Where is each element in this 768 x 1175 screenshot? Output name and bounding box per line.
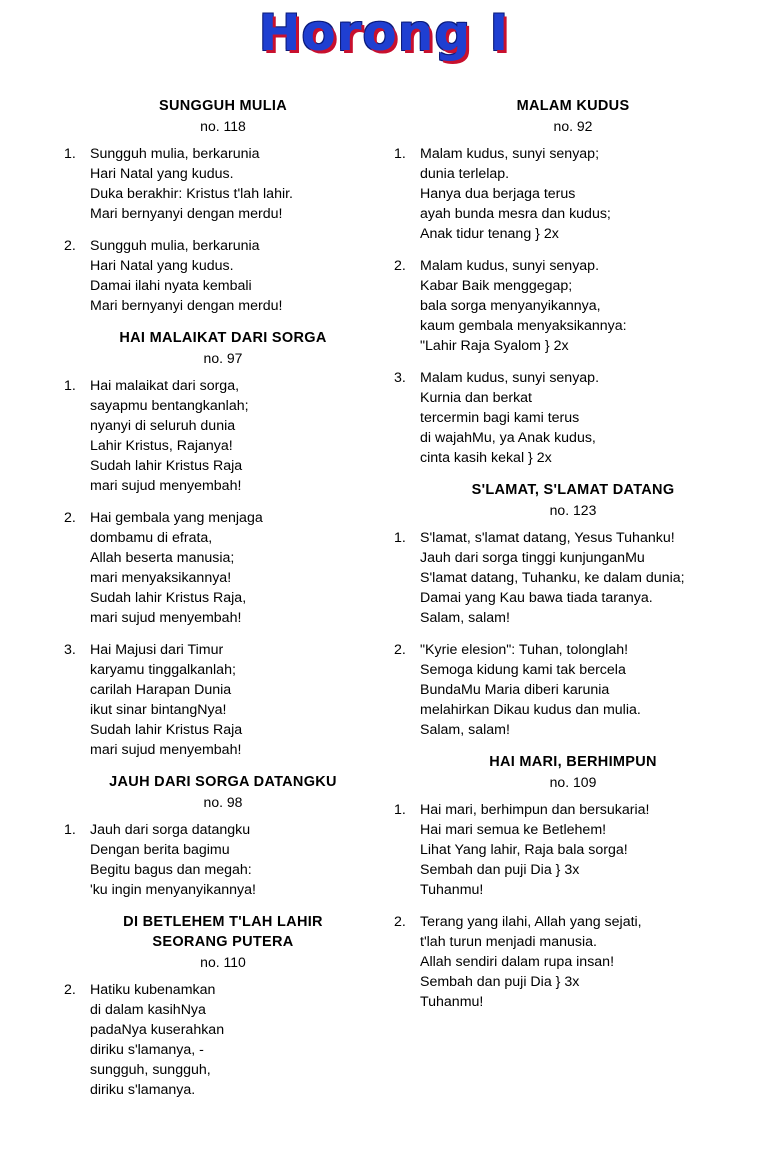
- verse: [388, 528, 758, 628]
- verse-lines: [420, 912, 642, 1012]
- lyric-line: Hari Natal yang kudus.: [90, 258, 234, 274]
- right-column: [388, 96, 758, 1024]
- song-number: no. 109: [549, 774, 597, 790]
- lyric-line: BundaMu Maria diberi karunia: [420, 682, 610, 698]
- song-number: no. 110: [200, 954, 246, 970]
- lyric-line: cinta kasih kekal } 2x: [420, 450, 552, 466]
- lyric-line: Jauh dari sorga datangku: [90, 822, 251, 838]
- verse-number: 2.: [394, 914, 406, 930]
- verse-lines: [90, 236, 282, 316]
- verse-number: 2.: [394, 642, 406, 658]
- verse-lines: [90, 820, 256, 900]
- lyric-line: Hatiku kubenamkan: [90, 982, 216, 998]
- lyric-line: Hai mari semua ke Betlehem!: [420, 822, 607, 838]
- lyric-line: mari sujud menyembah!: [90, 478, 242, 494]
- lyric-line: nyanyi di seluruh dunia: [90, 418, 236, 434]
- verse: [388, 368, 758, 468]
- verse: [58, 820, 388, 900]
- lyric-line: t'lah turun menjadi manusia.: [420, 934, 597, 950]
- lyric-line: Salam, salam!: [420, 610, 510, 626]
- lyric-line: Dengan berita bagimu: [90, 842, 230, 858]
- song-number: no. 97: [203, 350, 243, 366]
- lyric-line: ayah bunda mesra dan kudus;: [420, 206, 611, 222]
- lyric-line: di wajahMu, ya Anak kudus,: [420, 430, 596, 446]
- lyric-line: padaNya kuserahkan: [90, 1022, 225, 1038]
- verse-lines: [90, 144, 293, 224]
- verse-number: 1.: [64, 822, 76, 838]
- verse-number: 2.: [64, 982, 76, 998]
- song: [58, 328, 388, 760]
- lyric-line: Sudah lahir Kristus Raja: [90, 458, 243, 474]
- lyric-line: Malam kudus, sunyi senyap;: [420, 146, 600, 162]
- lyric-line: diriku s'lamanya.: [90, 1082, 196, 1098]
- lyric-line: Mari bernyanyi dengan merdu!: [90, 298, 283, 314]
- lyric-line: ikut sinar bintangNya!: [90, 702, 227, 718]
- verse-lines: [420, 800, 649, 900]
- lyric-line: Kabar Baik menggegap;: [420, 278, 573, 294]
- verse-number: 2.: [64, 238, 76, 254]
- verse-number: 1.: [64, 378, 76, 394]
- lyric-line: S'lamat datang, Tuhanku, ke dalam dunia;: [420, 570, 685, 586]
- lyric-line: Mari bernyanyi dengan merdu!: [90, 206, 283, 222]
- lyric-line: Sungguh mulia, berkarunia: [90, 146, 260, 162]
- lyric-line: Sudah lahir Kristus Raja,: [90, 590, 247, 606]
- verse: [388, 256, 758, 356]
- lyric-line: 'ku ingin menyanyikannya!: [90, 882, 256, 898]
- lyric-line: Tuhanmu!: [420, 994, 484, 1010]
- verse-lines: [90, 640, 242, 760]
- song-number: no. 118: [200, 118, 246, 134]
- song: [388, 480, 758, 740]
- verse-number: 1.: [64, 146, 76, 162]
- page-title: Horong I: [258, 4, 510, 62]
- verse-number: 2.: [64, 510, 76, 526]
- lyric-line: carilah Harapan Dunia: [90, 682, 232, 698]
- lyric-line: Begitu bagus dan megah:: [90, 862, 252, 878]
- song: [58, 772, 388, 900]
- song-number: no. 92: [553, 118, 593, 134]
- song-number: no. 98: [203, 794, 243, 810]
- lyric-line: Kurnia dan berkat: [420, 390, 532, 406]
- lyric-line: Malam kudus, sunyi senyap.: [420, 370, 600, 386]
- lyric-line: Malam kudus, sunyi senyap.: [420, 258, 600, 274]
- lyric-line: Jauh dari sorga tinggi kunjunganMu: [420, 550, 645, 566]
- lyric-line: Salam, salam!: [420, 722, 510, 738]
- verse: [58, 508, 388, 628]
- lyric-line: Damai yang Kau bawa tiada taranya.: [420, 590, 653, 606]
- lyric-line: Allah sendiri dalam rupa insan!: [420, 954, 615, 970]
- lyric-line: Tuhanmu!: [420, 882, 484, 898]
- song-title: S'LAMAT, S'LAMAT DATANG: [471, 482, 675, 498]
- lyric-line: sayapmu bentangkanlah;: [90, 398, 249, 414]
- song: [388, 96, 758, 468]
- lyric-line: "Kyrie elesion": Tuhan, tolonglah!: [420, 642, 629, 658]
- song-number: no. 123: [549, 502, 597, 518]
- lyric-line: kaum gembala menyaksikannya:: [420, 318, 627, 334]
- verse: [58, 980, 388, 1100]
- lyric-line: Lihat Yang lahir, Raja bala sorga!: [420, 842, 628, 858]
- lyric-line: mari menyaksikannya!: [90, 570, 232, 586]
- lyric-line: sungguh, sungguh,: [90, 1062, 211, 1078]
- lyric-line: di dalam kasihNya: [90, 1002, 206, 1018]
- verse: [58, 640, 388, 760]
- lyric-line: dombamu di efrata,: [90, 530, 213, 546]
- lyric-line: Hai gembala yang menjaga: [90, 510, 263, 526]
- song-title: SUNGGUH MULIA: [159, 98, 287, 114]
- song: [58, 96, 388, 316]
- lyric-line: "Lahir Raja Syalom } 2x: [420, 338, 569, 354]
- song-title: MALAM KUDUS: [516, 98, 630, 114]
- lyric-line: mari sujud menyembah!: [90, 742, 242, 758]
- lyric-line: Hai mari, berhimpun dan bersukaria!: [420, 802, 650, 818]
- lyric-line: Damai ilahi nyata kembali: [90, 278, 252, 294]
- lyric-line: diriku s'lamanya, -: [90, 1042, 204, 1058]
- lyric-line: Hai Majusi dari Timur: [90, 642, 224, 658]
- lyric-line: tercermin bagi kami terus: [420, 410, 580, 426]
- song-title: DI BETLEHEM T'LAH LAHIR: [123, 914, 323, 930]
- verse-number: 2.: [394, 258, 406, 274]
- lyric-line: melahirkan Dikau kudus dan mulia.: [420, 702, 641, 718]
- verse: [58, 236, 388, 316]
- verse-lines: [90, 376, 249, 496]
- verse-lines: [90, 980, 224, 1100]
- verse-number: 3.: [394, 370, 406, 386]
- verse: [388, 912, 758, 1012]
- lyric-line: bala sorga menyanyikannya,: [420, 298, 601, 314]
- verse-lines: [420, 144, 611, 244]
- lyric-line: Hari Natal yang kudus.: [90, 166, 234, 182]
- verse-lines: [420, 640, 641, 740]
- verse: [388, 800, 758, 900]
- verse-lines: [420, 368, 599, 468]
- lyric-line: Sudah lahir Kristus Raja: [90, 722, 243, 738]
- lyric-line: Hanya dua berjaga terus: [420, 186, 576, 202]
- song-title-line2: SEORANG PUTERA: [152, 934, 294, 950]
- lyric-line: Terang yang ilahi, Allah yang sejati,: [420, 914, 642, 930]
- verse-lines: [420, 256, 627, 356]
- lyric-line: Duka berakhir: Kristus t'lah lahir.: [90, 186, 293, 202]
- lyric-line: dunia terlelap.: [420, 166, 510, 182]
- left-column: [58, 96, 388, 1112]
- verse-number: 1.: [394, 146, 406, 162]
- song-title: HAI MALAIKAT DARI SORGA: [119, 330, 327, 346]
- lyric-line: mari sujud menyembah!: [90, 610, 242, 626]
- verse-lines: [90, 508, 263, 628]
- verse-number: 1.: [394, 530, 406, 546]
- lyric-line: Sungguh mulia, berkarunia: [90, 238, 260, 254]
- lyric-line: Semoga kidung kami tak bercela: [420, 662, 626, 678]
- lyric-line: Anak tidur tenang } 2x: [420, 226, 559, 242]
- lyric-line: S'lamat, s'lamat datang, Yesus Tuhanku!: [420, 530, 675, 546]
- verse: [58, 144, 388, 224]
- verse: [58, 376, 388, 496]
- verse-number: 1.: [394, 802, 406, 818]
- song: [58, 912, 388, 1100]
- song: [388, 752, 758, 1012]
- lyric-line: Lahir Kristus, Rajanya!: [90, 438, 233, 454]
- verse: [388, 144, 758, 244]
- verse-lines: [420, 528, 685, 628]
- lyric-line: Sembah dan puji Dia } 3x: [420, 974, 580, 990]
- lyric-line: Hai malaikat dari sorga,: [90, 378, 240, 394]
- lyric-line: Allah beserta manusia;: [90, 550, 235, 566]
- verse-number: 3.: [64, 642, 76, 658]
- lyric-line: karyamu tinggalkanlah;: [90, 662, 236, 678]
- song-title: JAUH DARI SORGA DATANGKU: [109, 774, 337, 790]
- lyric-line: Sembah dan puji Dia } 3x: [420, 862, 580, 878]
- verse: [388, 640, 758, 740]
- song-title: HAI MARI, BERHIMPUN: [489, 754, 657, 770]
